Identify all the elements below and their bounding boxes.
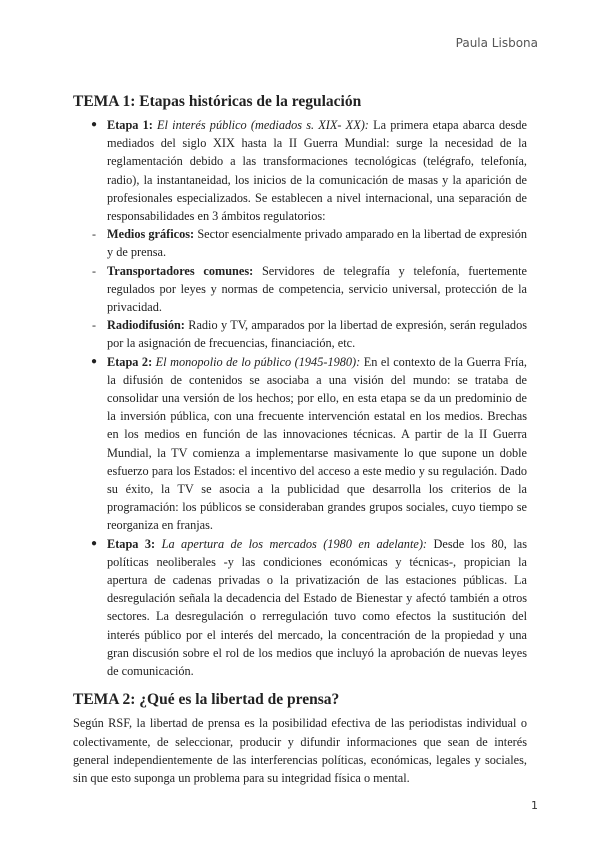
author-header: Paula Lisbona — [455, 36, 538, 50]
item-subtitle: El interés público (mediados s. XIX- XX): — [157, 118, 369, 132]
section-1-title: TEMA 1: Etapas históricas de la regulación — [73, 93, 362, 110]
list-item-etapa-1 — [73, 116, 527, 225]
item-subtitle: El monopolio de lo público (1945-1980): — [155, 354, 361, 369]
bullet-marker: ● — [90, 537, 98, 549]
section-2-paragraph: Según RSF, la libertad de prensa es la posibilidad efectiva de las periodistas individual o colectivamente, de seleccionar, producir y difundir informaciones que sean de interés general independientemente de las interferencias políticas, económicas, legales y sociales, sin que esto suponga un problema para su integridad física o mental. — [73, 716, 527, 785]
item-text: La primera etapa abarca desde mediados del siglo XIX hasta la II Guerra Mundial: surge la necesidad de la reglamentación debido a las transformaciones tecnológicas (telégrafo, telefonía, radio), la instantaneidad, los inicios de la comunicación de masas y la aparición de profesionales especializados. Se establecen a nivel internacional, una separación de responsabilidades en 3 ámbitos regulatorios: — [107, 118, 528, 224]
item-label: Etapa 3: — [107, 536, 156, 551]
item-label: Etapa 1: — [107, 118, 153, 132]
list-item-radiodifusion — [73, 316, 527, 352]
item-label: Radiodifusión: — [107, 318, 185, 333]
stages-list — [73, 116, 527, 680]
dash-marker: - — [92, 318, 96, 333]
document-body — [73, 92, 527, 787]
item-text: Sector esencialmente privado amparado en la libertad de expresión y de prensa. — [107, 227, 527, 260]
dash-marker: - — [92, 263, 96, 278]
item-label: Etapa 2: — [107, 354, 153, 369]
section-2-title: TEMA 2: ¿Qué es la libertad de prensa? — [73, 691, 340, 709]
item-text: Desde los 80, las políticas neoliberales -y las condiciones económicas y técnicas-, propician la apertura de cadenas privadas o la privatización de las estaciones públicas. La desregulación señala la decadencia del Estado de Bienestar y afectó también a otros sectores. La desregulación o rerregulación tuvo como efectos la sustitución del interés público por el interés del mercado, la concentración de la propiedad y una gran discusión sobre el rol de los medios que incluyó la aprobación de nuevas leyes de comunicación. — [107, 536, 527, 679]
item-subtitle: La apertura de los mercados (1980 en adelante): — [161, 536, 428, 551]
list-item-transportadores — [73, 262, 527, 317]
dash-marker: - — [92, 227, 96, 242]
item-text: Radio y TV, amparados por la libertad de expresión, serán regulados por la asignación de frecuencias, financiación, etc. — [107, 318, 527, 351]
list-item-etapa-2 — [73, 353, 527, 535]
list-item-etapa-3 — [73, 535, 527, 681]
item-text: En el contexto de la Guerra Fría, la difusión de contenidos se asociaba a una visión del mundo: se trataba de consolidar una versión de los hechos; por ello, en esta etapa se da un predominio de la inversión pública, con una frecuente intervención estatal en los medios. Brechas en los medios en función de las innovaciones técnicas. A partir de la II Guerra Mundial, la TV comienza a implementarse masivamente lo que supone un doble esfuerzo para los Estados: el incentivo del acceso a este medio y su regulación. Dado su éxito, la TV se asocia a la publicidad que desarrolla los criterios de la programación: los públicos se consideraban grandes grupos sociales, cuyo tiempo se reorganiza en franjas. — [107, 354, 527, 533]
bullet-marker: ● — [90, 119, 98, 130]
page-number: 1 — [531, 799, 538, 812]
bullet-marker: ● — [90, 355, 98, 367]
list-item-medios-graficos — [73, 225, 527, 261]
item-label: Transportadores comunes: — [107, 263, 254, 278]
item-label: Medios gráficos: — [107, 227, 195, 242]
item-text: Servidores de telegrafía y telefonía, fuertemente regulados por leyes y normas de competencia, servicio universal, protección de la privacidad. — [107, 263, 527, 315]
